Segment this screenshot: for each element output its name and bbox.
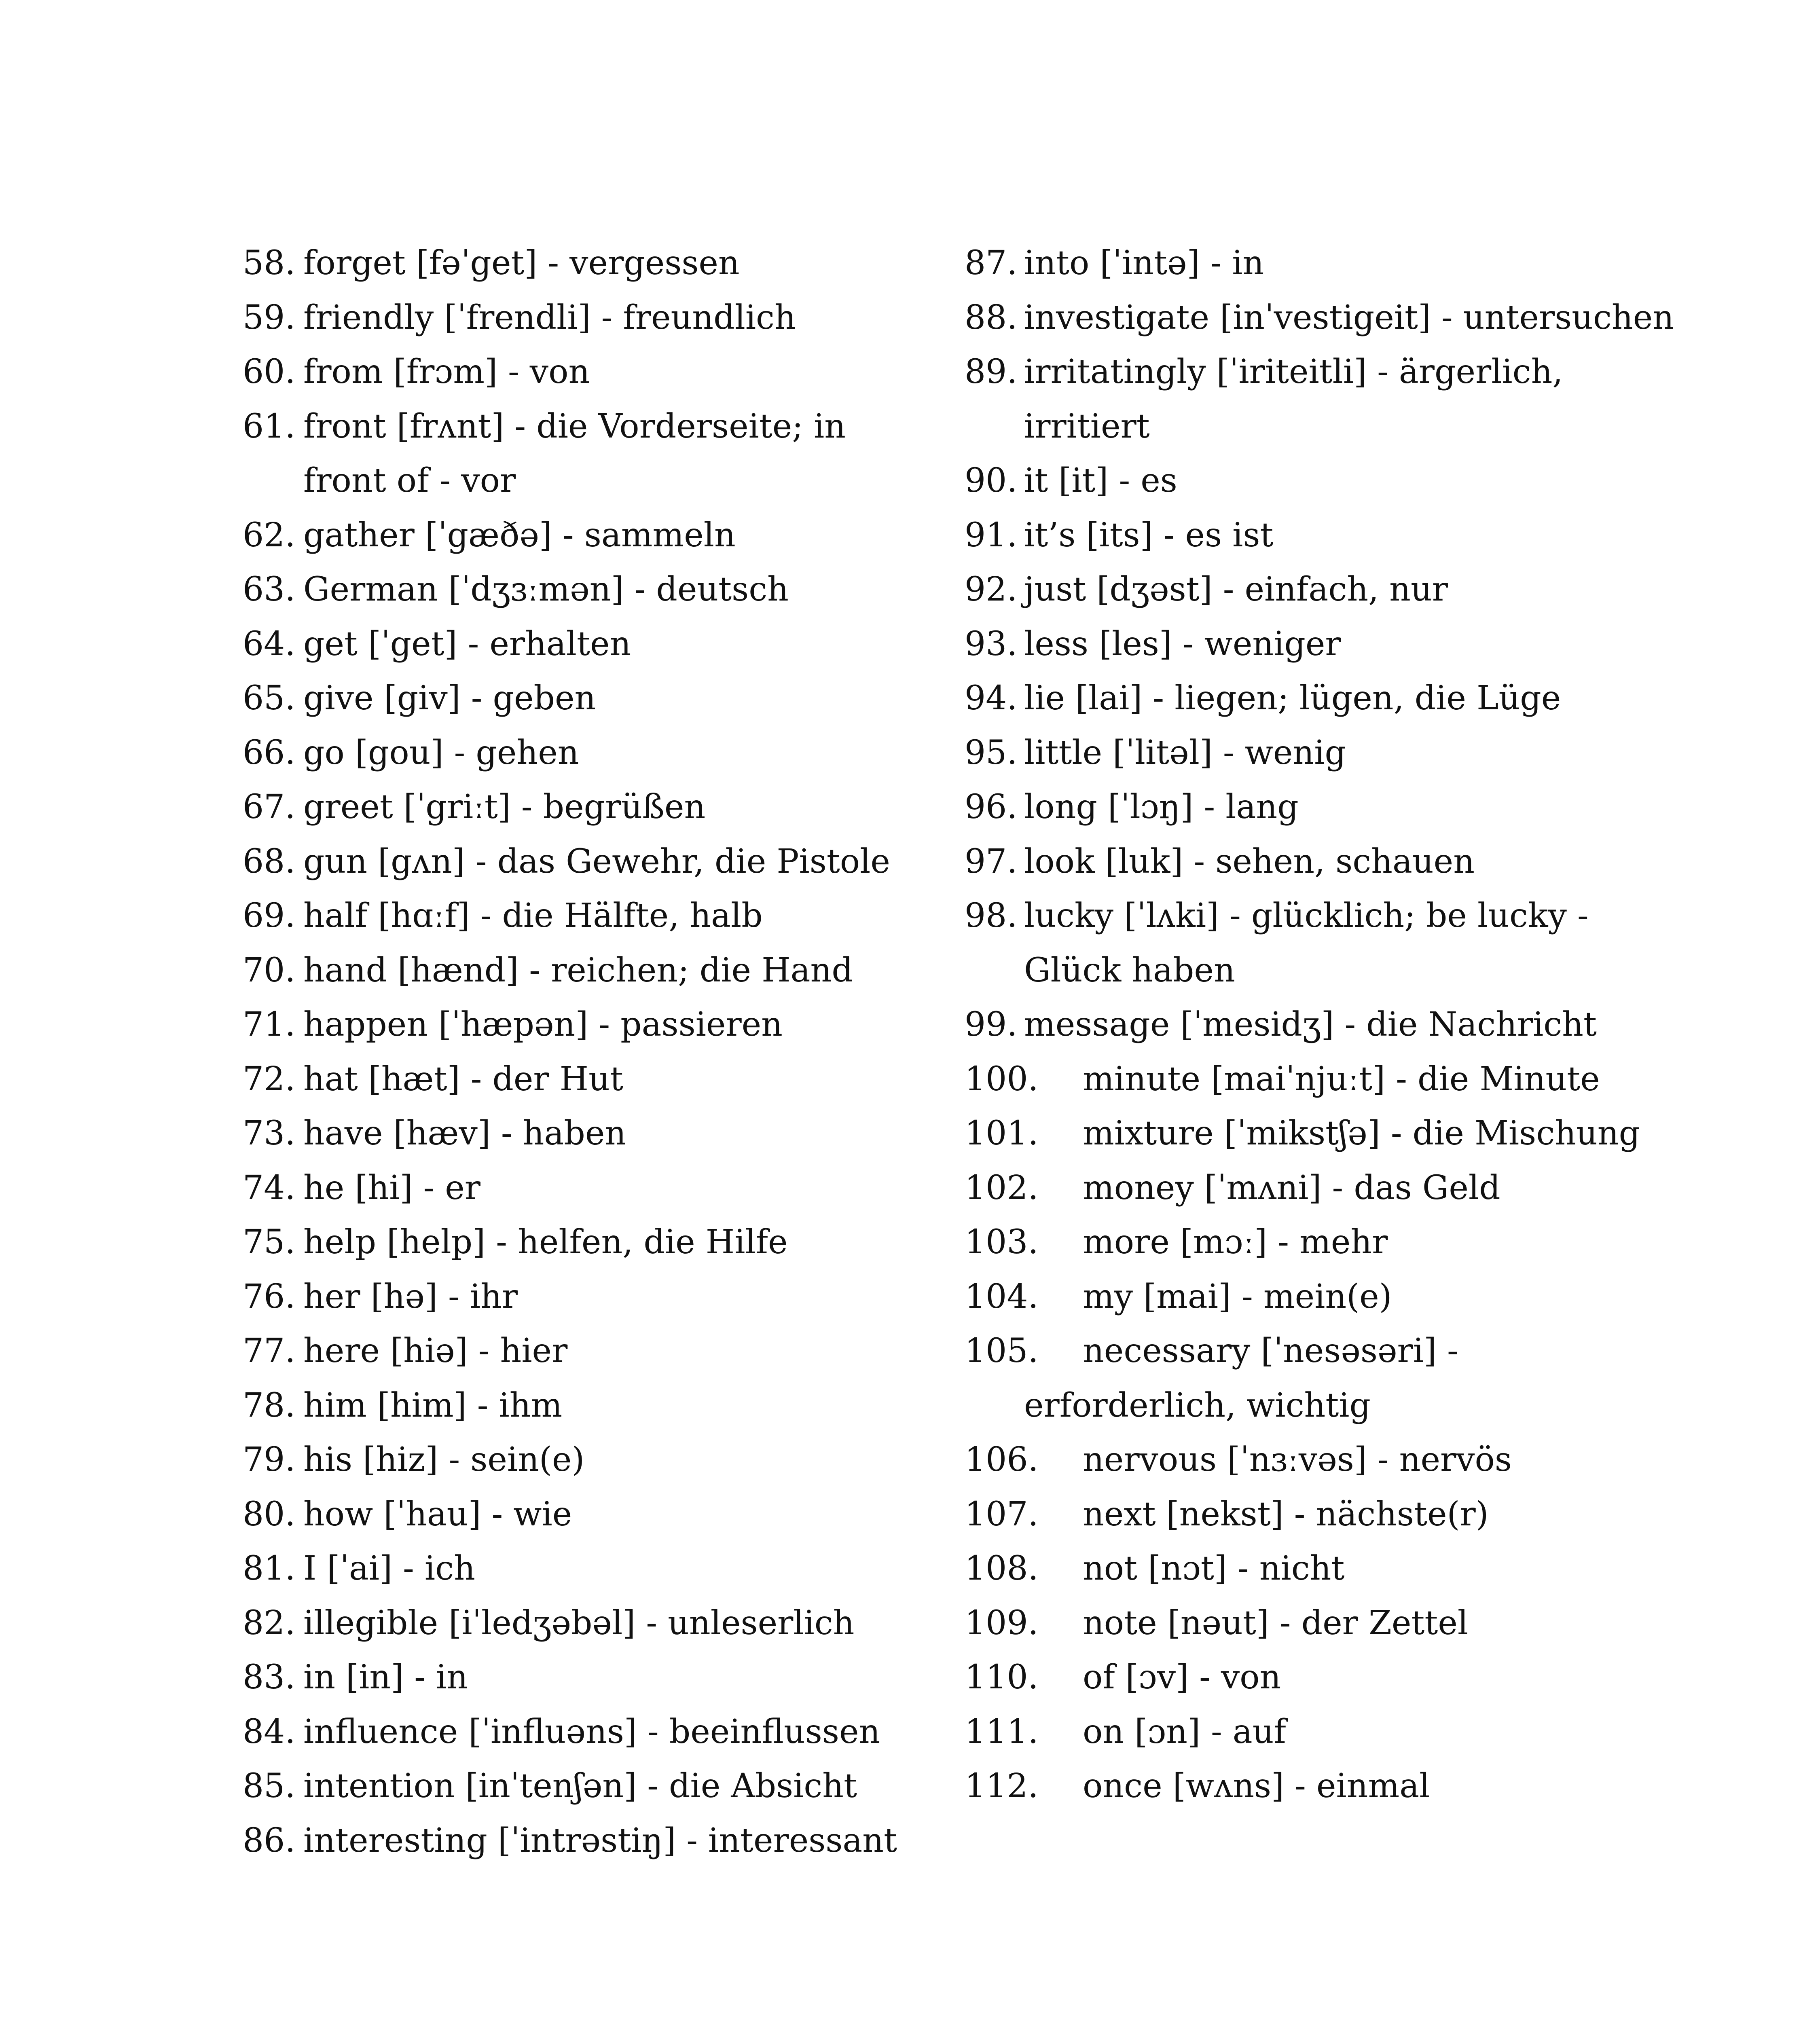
entry-text: just [dʒəst] - einfach, nur	[1024, 570, 1448, 609]
entry-text: mixture [ˈmikstʃə] - die Mischung	[1083, 1114, 1640, 1153]
vocabulary-entry	[965, 1542, 1676, 1596]
entry-text: happen [ˈhæpən] - passieren	[303, 1005, 783, 1044]
entry-number: 73.	[243, 1114, 296, 1153]
entry-number: 106.	[965, 1440, 1039, 1479]
vocabulary-entry	[243, 1542, 938, 1596]
entry-text: gather [ˈgæðə] - sammeln	[303, 516, 736, 554]
entry-number: 63.	[243, 570, 296, 609]
vocabulary-entry	[965, 1324, 1676, 1433]
entry-number: 101.	[965, 1114, 1039, 1153]
vocabulary-entry	[965, 889, 1676, 998]
entry-text: it’s [its] - es ist	[1024, 516, 1274, 554]
entry-number: 69.	[243, 897, 296, 935]
entry-number: 111.	[965, 1712, 1039, 1751]
vocabulary-entry	[243, 617, 938, 672]
entry-number: 98.	[965, 897, 1018, 935]
entry-text: money [ˈmʌni] - das Geld	[1083, 1168, 1500, 1207]
entry-number: 105.	[965, 1332, 1039, 1370]
entry-text: minute [maiˈnjuːt] - die Minute	[1083, 1060, 1600, 1098]
entry-text: forget [fəˈget] - vergessen	[303, 244, 740, 282]
entry-number: 60.	[243, 353, 296, 391]
entry-text-wrap	[1024, 1604, 1468, 1642]
entry-text: hat [hæt] - der Hut	[303, 1060, 623, 1098]
entry-number: 104.	[965, 1277, 1039, 1316]
entry-text: investigate [inˈvestigeit] - untersuchen	[1024, 298, 1674, 337]
entry-number: 77.	[243, 1332, 296, 1370]
vocabulary-entry	[243, 1106, 938, 1161]
vocabulary-entry	[965, 1759, 1676, 1814]
vocabulary-entry	[965, 998, 1676, 1052]
entry-number: 64.	[243, 624, 296, 663]
vocabulary-entry	[243, 1052, 938, 1107]
entry-text-wrap	[1024, 1440, 1512, 1479]
entry-text: next [nekst] - nächste(r)	[1083, 1495, 1489, 1533]
entry-text-wrap	[1024, 1060, 1600, 1098]
entry-number: 62.	[243, 516, 296, 554]
entry-text: of [ɔv] - von	[1083, 1658, 1281, 1696]
vocabulary-entry	[243, 1215, 938, 1270]
entry-text: greet [ˈgriːt] - begrüßen	[303, 788, 706, 826]
entry-number: 59.	[243, 298, 296, 337]
vocabulary-entry	[965, 1650, 1676, 1705]
entry-number: 83.	[243, 1658, 296, 1696]
entry-text: not [nɔt] - nicht	[1083, 1549, 1345, 1588]
vocabulary-entry	[243, 1650, 938, 1705]
entry-text: look [luk] - sehen, schauen	[1024, 842, 1475, 881]
entry-text: illegible [iˈledʒəbəl] - unleserlich	[303, 1603, 855, 1642]
entry-number: 107.	[965, 1495, 1039, 1533]
entry-text: he [hi] - er	[303, 1168, 480, 1207]
entry-text: gun [gʌn] - das Gewehr, die Pistole	[303, 842, 890, 881]
entry-text: note [nəut] - der Zettel	[1083, 1603, 1469, 1642]
vocabulary-entry	[965, 1705, 1676, 1760]
entry-text: into [ˈintə] - in	[1024, 244, 1264, 282]
entry-text: more [mɔː] - mehr	[1083, 1223, 1388, 1261]
vocabulary-entry	[965, 291, 1676, 345]
vocabulary-entry	[243, 508, 938, 563]
entry-text: go [gou] - gehen	[303, 733, 579, 772]
entry-number: 84.	[243, 1712, 296, 1751]
entry-number: 99.	[965, 1005, 1018, 1044]
vocabulary-entry	[965, 1433, 1676, 1487]
vocabulary-entry	[965, 726, 1676, 780]
entry-text: lie [lai] - liegen; lügen, die Lüge	[1024, 679, 1561, 717]
entry-text: nervous [ˈnɜːvəs] - nervös	[1083, 1440, 1512, 1479]
entry-number: 71.	[243, 1005, 296, 1044]
entry-text: necessary [ˈnesəsəri] - erforderlich, wichtig	[1024, 1332, 1458, 1425]
entry-text: intention [inˈtenʃən] - die Absicht	[303, 1767, 857, 1805]
vocabulary-entry	[243, 671, 938, 726]
entry-number: 95.	[965, 733, 1018, 772]
vocabulary-entry	[965, 1215, 1676, 1270]
entry-number: 67.	[243, 788, 296, 826]
entry-number: 70.	[243, 951, 296, 990]
vocabulary-entry	[965, 454, 1676, 508]
entry-number: 65.	[243, 679, 296, 717]
entry-number: 90.	[965, 461, 1018, 500]
entry-number: 74.	[243, 1168, 296, 1207]
entry-text: her [hə] - ihr	[303, 1277, 518, 1316]
entry-number: 110.	[965, 1658, 1039, 1696]
entry-number: 86.	[243, 1821, 296, 1860]
entry-text: long [ˈlɔŋ] - lang	[1024, 788, 1299, 826]
entry-text: once [wʌns] - einmal	[1083, 1767, 1430, 1805]
entry-text-wrap	[1024, 1277, 1392, 1316]
vocabulary-entry	[965, 236, 1676, 291]
entry-text: front [frʌnt] - die Vorderseite; in front of - vor	[303, 407, 846, 500]
vocabulary-entry	[243, 563, 938, 617]
entry-number: 85.	[243, 1767, 296, 1805]
entry-text: interesting [ˈintrəstiŋ] - interessant	[303, 1821, 897, 1860]
vocabulary-entry	[965, 1161, 1676, 1216]
entry-number: 108.	[965, 1549, 1039, 1588]
entry-number: 92.	[965, 570, 1018, 609]
vocabulary-entry	[243, 400, 938, 508]
vocabulary-entry	[243, 1161, 938, 1216]
entry-number: 89.	[965, 353, 1018, 391]
entry-text-wrap	[1024, 1713, 1286, 1751]
entry-number: 93.	[965, 624, 1018, 663]
entry-text: influence [ˈinfluəns] - beeinflussen	[303, 1712, 880, 1751]
vocabulary-entry	[965, 508, 1676, 563]
entry-text: German [ˈdʒɜːmən] - deutsch	[303, 570, 789, 609]
entry-number: 109.	[965, 1603, 1039, 1642]
entry-text: I [ˈai] - ich	[303, 1549, 475, 1588]
entry-number: 68.	[243, 842, 296, 881]
entry-number: 76.	[243, 1277, 296, 1316]
entry-number: 58.	[243, 244, 296, 282]
entry-number: 88.	[965, 298, 1018, 337]
vocabulary-entry	[243, 345, 938, 400]
entry-number: 82.	[243, 1603, 296, 1642]
entry-text: little [ˈlitəl] - wenig	[1024, 733, 1346, 772]
entry-text-wrap	[1024, 1658, 1281, 1696]
vocabulary-entry	[243, 943, 938, 998]
entry-number: 96.	[965, 788, 1018, 826]
vocabulary-entry	[243, 1596, 938, 1651]
vocabulary-entry	[243, 1324, 938, 1379]
vocabulary-entry	[243, 998, 938, 1052]
entry-text: hand [hænd] - reichen; die Hand	[303, 951, 853, 990]
vocabulary-entry	[243, 1814, 938, 1868]
entry-text: help [help] - helfen, die Hilfe	[303, 1223, 788, 1261]
entry-text: lucky [ˈlʌki] - glücklich; be lucky - Glück haben	[1024, 897, 1589, 990]
entry-number: 80.	[243, 1495, 296, 1533]
vocabulary-entry	[965, 1270, 1676, 1324]
entry-number: 87.	[965, 244, 1018, 282]
entry-number: 94.	[965, 679, 1018, 717]
vocabulary-entry	[243, 889, 938, 943]
vocabulary-entry	[965, 671, 1676, 726]
entry-text: him [him] - ihm	[303, 1386, 563, 1425]
entry-text: on [ɔn] - auf	[1083, 1712, 1286, 1751]
vocabulary-entry	[965, 563, 1676, 617]
entry-number: 102.	[965, 1168, 1039, 1207]
entry-number: 81.	[243, 1549, 296, 1588]
vocabulary-entry	[243, 291, 938, 345]
entry-text-wrap	[1024, 1114, 1640, 1153]
entry-text: here [hiə] - hier	[303, 1332, 568, 1370]
vocabulary-entry	[243, 1487, 938, 1542]
vocabulary-entry	[243, 1270, 938, 1324]
entry-text: friendly [ˈfrendli] - freundlich	[303, 298, 796, 337]
entry-text: less [les] - weniger	[1024, 624, 1341, 663]
vocabulary-entry	[965, 1106, 1676, 1161]
entry-number: 112.	[965, 1767, 1039, 1805]
entry-number: 75.	[243, 1223, 296, 1261]
entry-text-wrap	[1024, 1767, 1430, 1805]
entry-text: get [ˈget] - erhalten	[303, 624, 631, 663]
entry-text-wrap	[1024, 1495, 1489, 1533]
entry-number: 79.	[243, 1440, 296, 1479]
vocabulary-entry	[243, 1759, 938, 1814]
vocabulary-entry	[965, 835, 1676, 889]
entry-number: 72.	[243, 1060, 296, 1098]
vocabulary-entry	[965, 780, 1676, 835]
entry-text: in [in] - in	[303, 1658, 468, 1696]
vocabulary-list-left	[243, 236, 938, 1868]
entry-text: irritatingly [ˈiriteitli] - ärgerlich, irritiert	[1024, 353, 1563, 446]
vocabulary-entry	[243, 1705, 938, 1760]
entry-text-wrap	[1024, 1549, 1344, 1588]
vocabulary-entry	[965, 1052, 1676, 1107]
vocabulary-entry	[243, 1433, 938, 1487]
entry-number: 103.	[965, 1223, 1039, 1261]
vocabulary-entry	[243, 726, 938, 780]
entry-text-wrap	[1024, 1332, 1458, 1425]
entry-text: give [giv] - geben	[303, 679, 596, 717]
entry-text: from [frɔm] - von	[303, 353, 590, 391]
vocabulary-entry	[243, 780, 938, 835]
entry-text: have [hæv] - haben	[303, 1114, 626, 1153]
entry-text-wrap	[1024, 1223, 1388, 1261]
vocabulary-entry	[965, 345, 1676, 454]
entry-text: half [hɑːf] - die Hälfte, halb	[303, 897, 763, 935]
vocabulary-list-right	[965, 236, 1676, 1814]
entry-number: 100.	[965, 1060, 1039, 1098]
vocabulary-entry	[243, 236, 938, 291]
entry-number: 97.	[965, 842, 1018, 881]
entry-number: 78.	[243, 1386, 296, 1425]
entry-number: 61.	[243, 407, 296, 446]
vocabulary-entry	[243, 1379, 938, 1433]
vocabulary-entry	[965, 617, 1676, 672]
vocabulary-entry	[965, 1596, 1676, 1651]
entry-text: it [it] - es	[1024, 461, 1177, 500]
entry-text: his [hiz] - sein(e)	[303, 1440, 585, 1479]
entry-text: my [mai] - mein(e)	[1083, 1277, 1392, 1316]
vocabulary-entry	[965, 1487, 1676, 1542]
entry-text: how [ˈhau] - wie	[303, 1495, 572, 1533]
entry-number: 91.	[965, 516, 1018, 554]
entry-number: 66.	[243, 733, 296, 772]
entry-text: message [ˈmesidʒ] - die Nachricht	[1024, 1005, 1597, 1044]
entry-text-wrap	[1024, 1169, 1500, 1207]
vocabulary-entry	[243, 835, 938, 889]
